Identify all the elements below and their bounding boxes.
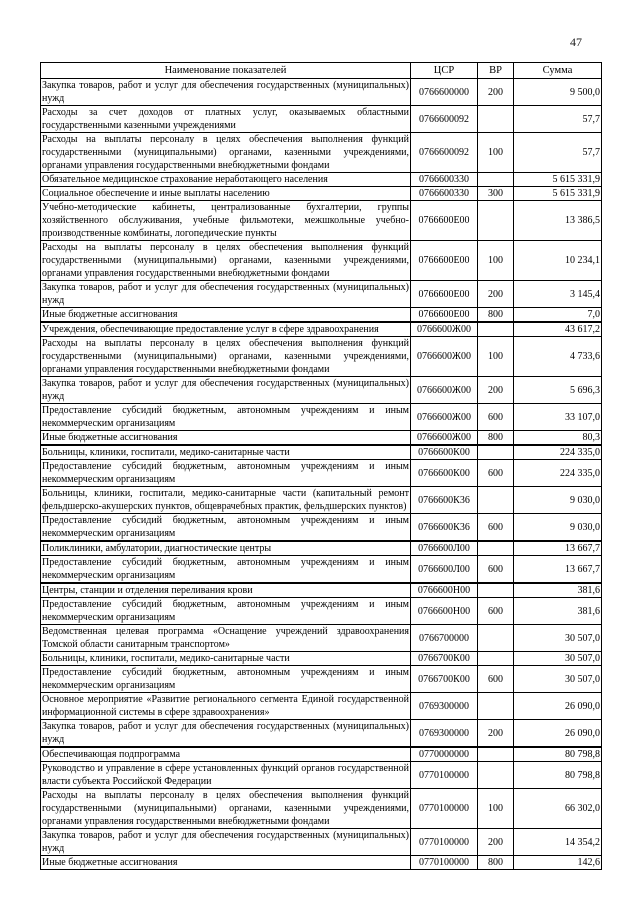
row-csr-code: 0766600Н00 [411, 598, 478, 625]
row-sum-value: 13 386,5 [514, 201, 602, 241]
row-sum-value: 30 507,0 [514, 666, 602, 693]
row-csr-code: 0766600Ж00 [411, 404, 478, 431]
row-sum-value: 5 696,3 [514, 377, 602, 404]
row-vr-code: 200 [478, 79, 514, 106]
row-indicator-name: Предоставление субсидий бюджетным, автономным учреждениям и иным некоммерческим организациям [42, 515, 409, 539]
row-indicator-name: Больницы, клиники, госпитали, медико-санитарные части (капитальный ремонт фельдшерско-акушерских пунктов, общеврачебных практик, фельдшерских пунктов) [42, 488, 409, 512]
row-sum-value: 30 507,0 [514, 652, 602, 666]
row-sum-value: 381,6 [514, 598, 602, 625]
row-sum-value: 5 615 331,9 [514, 187, 602, 201]
row-sum-value: 13 667,7 [514, 556, 602, 584]
row-csr-code: 0766600092 [411, 133, 478, 173]
row-vr-code: 100 [478, 133, 514, 173]
table-row [41, 460, 602, 487]
row-indicator-name: Учреждения, обеспечивающие предоставление услуг в сфере здравоохранения [41, 322, 411, 337]
row-csr-code: 0766600E00 [411, 201, 478, 241]
row-csr-code: 0769300000 [411, 693, 478, 720]
budget-table [40, 62, 602, 870]
row-indicator-name: Иные бюджетные ассигнования [41, 856, 411, 870]
table-row [41, 79, 602, 106]
row-sum-value: 66 302,0 [514, 789, 602, 829]
table-row [41, 201, 602, 241]
row-indicator-name: Расходы на выплаты персоналу в целях обеспечения выполнения функций государственными (муниципальными) органами, казенными учреждениями, органами управления государственными внебюджетными фондами [42, 242, 409, 279]
row-sum-value: 9 500,0 [514, 79, 602, 106]
row-sum-value: 381,6 [514, 583, 602, 598]
table-row [41, 789, 602, 829]
row-sum-value: 10 234,1 [514, 241, 602, 281]
row-indicator-name: Иные бюджетные ассигнования [41, 431, 411, 446]
row-sum-value: 57,7 [514, 133, 602, 173]
row-vr-code [478, 173, 514, 187]
row-indicator-name: Расходы за счет доходов от платных услуг, оказываемых областными государственными казенными учреждениями [42, 107, 409, 131]
row-indicator-name: Обеспечивающая подпрограмма [41, 747, 411, 762]
row-vr-code [478, 762, 514, 789]
table-row [41, 762, 602, 789]
row-csr-code: 0766600E00 [411, 308, 478, 323]
row-sum-value: 9 030,0 [514, 514, 602, 542]
table-row [41, 666, 602, 693]
row-indicator-name: Руководство и управление в сфере установленных функций органов государственной власти субъекта Российской Федерации [42, 763, 409, 787]
table-row [41, 541, 602, 556]
row-sum-value: 30 507,0 [514, 625, 602, 652]
row-sum-value: 7,0 [514, 308, 602, 323]
row-csr-code: 0770000000 [411, 747, 478, 762]
row-indicator-name: Предоставление субсидий бюджетным, автономным учреждениям и иным некоммерческим организациям [42, 557, 409, 581]
row-indicator-name: Расходы на выплаты персоналу в целях обеспечения выполнения функций государственными (муниципальными) органами, казенными учреждениями, органами управления государственными внебюджетными фондами [42, 134, 409, 171]
row-csr-code: 0766600E00 [411, 281, 478, 308]
row-csr-code: 0766700000 [411, 625, 478, 652]
row-indicator-name: Предоставление субсидий бюджетным, автономным учреждениям и иным некоммерческим организациям [42, 405, 409, 429]
row-vr-code [478, 747, 514, 762]
table-row [41, 829, 602, 856]
row-sum-value: 14 354,2 [514, 829, 602, 856]
row-indicator-name: Обязательное медицинское страхование неработающего населения [41, 173, 411, 187]
row-vr-code: 300 [478, 187, 514, 201]
row-vr-code [478, 693, 514, 720]
table-row [41, 431, 602, 446]
table-row [41, 583, 602, 598]
table-row [41, 514, 602, 542]
table-row [41, 856, 602, 870]
column-header-vr: ВР [478, 63, 514, 79]
table-row [41, 693, 602, 720]
row-csr-code: 0766700К00 [411, 666, 478, 693]
row-vr-code: 600 [478, 556, 514, 584]
table-body [41, 79, 602, 870]
row-csr-code: 0770100000 [411, 856, 478, 870]
row-indicator-name: Поликлиники, амбулатории, диагностические центры [41, 541, 411, 556]
row-vr-code: 800 [478, 431, 514, 446]
table-row [41, 308, 602, 323]
row-vr-code: 600 [478, 460, 514, 487]
row-indicator-name: Социальное обеспечение и иные выплаты населению [41, 187, 411, 201]
row-sum-value: 80 798,8 [514, 762, 602, 789]
table-row [41, 322, 602, 337]
table-row [41, 404, 602, 431]
row-vr-code: 100 [478, 241, 514, 281]
row-csr-code: 0770100000 [411, 829, 478, 856]
table-row [41, 747, 602, 762]
table-row [41, 106, 602, 133]
row-sum-value: 13 667,7 [514, 541, 602, 556]
row-vr-code [478, 541, 514, 556]
row-csr-code: 0766600330 [411, 187, 478, 201]
row-indicator-name: Расходы на выплаты персоналу в целях обеспечения выполнения функций государственными (муниципальными) органами, казенными учреждениями, органами управления государственными внебюджетными фондами [42, 790, 409, 827]
table-row [41, 720, 602, 748]
row-vr-code: 600 [478, 514, 514, 542]
row-indicator-name: Больницы, клиники, госпитали, медико-санитарные части [41, 652, 411, 666]
row-indicator-name: Основное мероприятие «Развитие регионального сегмента Единой государственной информационной системы в сфере здравоохранения» [42, 694, 409, 718]
row-csr-code: 0766600К36 [411, 487, 478, 514]
row-sum-value: 80,3 [514, 431, 602, 446]
table-row [41, 377, 602, 404]
row-vr-code: 200 [478, 377, 514, 404]
row-indicator-name: Расходы на выплаты персоналу в целях обеспечения выполнения функций государственными (муниципальными) органами, казенными учреждениями, органами управления государственными внебюджетными фондами [42, 338, 409, 375]
table-row [41, 652, 602, 666]
row-sum-value: 57,7 [514, 106, 602, 133]
row-sum-value: 9 030,0 [514, 487, 602, 514]
row-indicator-name: Закупка товаров, работ и услуг для обеспечения государственных (муниципальных) нужд [42, 80, 409, 104]
row-sum-value: 224 335,0 [514, 460, 602, 487]
row-vr-code: 600 [478, 404, 514, 431]
row-indicator-name: Закупка товаров, работ и услуг для обеспечения государственных (муниципальных) нужд [42, 378, 409, 402]
row-sum-value: 26 090,0 [514, 720, 602, 748]
row-vr-code [478, 201, 514, 241]
row-vr-code: 600 [478, 598, 514, 625]
row-vr-code: 200 [478, 720, 514, 748]
row-indicator-name: Закупка товаров, работ и услуг для обеспечения государственных (муниципальных) нужд [42, 282, 409, 306]
row-indicator-name: Учебно-методические кабинеты, централизованные бухгалтерии, группы хозяйственного обслуживания, учебные фильмотеки, межшкольные учебно-производственные комбинаты, логопедические пункты [42, 202, 409, 239]
row-indicator-name: Ведомственная целевая программа «Оснащение учреждений здравоохранения Томской области санитарным транспортом» [42, 626, 409, 650]
row-indicator-name: Предоставление субсидий бюджетным, автономным учреждениям и иным некоммерческим организациям [42, 667, 409, 691]
table-row [41, 281, 602, 308]
row-csr-code: 0766600092 [411, 106, 478, 133]
row-csr-code: 0766600К00 [411, 460, 478, 487]
row-sum-value: 224 335,0 [514, 445, 602, 460]
table-row [41, 173, 602, 187]
row-vr-code [478, 322, 514, 337]
row-sum-value: 26 090,0 [514, 693, 602, 720]
row-csr-code: 0766600Л00 [411, 541, 478, 556]
row-csr-code: 0766600Ж00 [411, 377, 478, 404]
row-sum-value: 142,6 [514, 856, 602, 870]
page-number: 47 [570, 35, 582, 49]
row-vr-code [478, 487, 514, 514]
row-csr-code: 0766600Ж00 [411, 337, 478, 377]
column-header-csr: ЦСР [411, 63, 478, 79]
table-row [41, 445, 602, 460]
row-csr-code: 0769300000 [411, 720, 478, 748]
row-indicator-name: Больницы, клиники, госпитали, медико-санитарные части [41, 445, 411, 460]
row-vr-code: 200 [478, 281, 514, 308]
row-vr-code: 100 [478, 337, 514, 377]
row-csr-code: 0766600Ж00 [411, 431, 478, 446]
row-sum-value: 33 107,0 [514, 404, 602, 431]
row-vr-code: 100 [478, 789, 514, 829]
row-sum-value: 80 798,8 [514, 747, 602, 762]
row-sum-value: 43 617,2 [514, 322, 602, 337]
row-vr-code [478, 445, 514, 460]
row-sum-value: 5 615 331,9 [514, 173, 602, 187]
table-row [41, 241, 602, 281]
table-row [41, 337, 602, 377]
column-header-name: Наименование показателей [41, 63, 411, 79]
row-vr-code: 200 [478, 829, 514, 856]
row-csr-code: 0766600E00 [411, 241, 478, 281]
row-vr-code [478, 652, 514, 666]
row-indicator-name: Закупка товаров, работ и услуг для обеспечения государственных (муниципальных) нужд [42, 721, 409, 745]
row-sum-value: 4 733,6 [514, 337, 602, 377]
column-header-sum: Сумма [514, 63, 602, 79]
table-row [41, 598, 602, 625]
table-row [41, 556, 602, 584]
row-csr-code: 0766700К00 [411, 652, 478, 666]
row-vr-code [478, 583, 514, 598]
table-row [41, 487, 602, 514]
table-header-row [41, 63, 602, 79]
row-csr-code: 0766600000 [411, 79, 478, 106]
row-csr-code: 0770100000 [411, 789, 478, 829]
row-vr-code: 600 [478, 666, 514, 693]
row-indicator-name: Центры, станции и отделения переливания крови [41, 583, 411, 598]
table-row [41, 133, 602, 173]
row-vr-code [478, 106, 514, 133]
table-header [41, 63, 602, 79]
row-vr-code [478, 625, 514, 652]
row-csr-code: 0770100000 [411, 762, 478, 789]
table-row [41, 187, 602, 201]
row-vr-code: 800 [478, 308, 514, 323]
row-indicator-name: Закупка товаров, работ и услуг для обеспечения государственных (муниципальных) нужд [42, 830, 409, 854]
table-row [41, 625, 602, 652]
row-csr-code: 0766600Н00 [411, 583, 478, 598]
row-csr-code: 0766600Л00 [411, 556, 478, 584]
row-csr-code: 0766600К00 [411, 445, 478, 460]
row-indicator-name: Предоставление субсидий бюджетным, автономным учреждениям и иным некоммерческим организациям [42, 461, 409, 485]
row-csr-code: 0766600Ж00 [411, 322, 478, 337]
row-indicator-name: Предоставление субсидий бюджетным, автономным учреждениям и иным некоммерческим организациям [42, 599, 409, 623]
row-vr-code: 800 [478, 856, 514, 870]
row-csr-code: 0766600К36 [411, 514, 478, 542]
row-indicator-name: Иные бюджетные ассигнования [41, 308, 411, 323]
row-sum-value: 3 145,4 [514, 281, 602, 308]
row-csr-code: 0766600330 [411, 173, 478, 187]
